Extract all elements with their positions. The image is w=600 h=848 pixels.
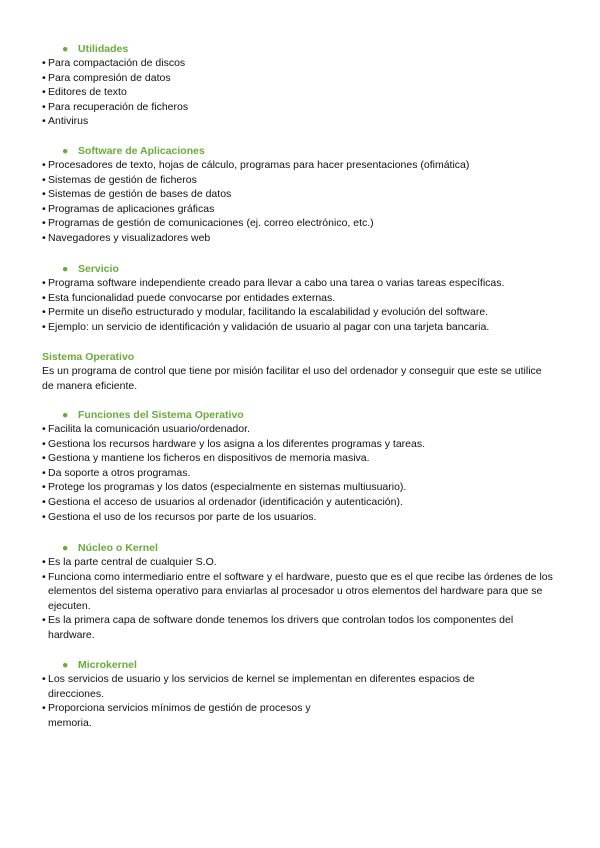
section-software-aplicaciones [42,144,562,246]
list-item: • Programas de gestión de comunicaciones (ej. correo electrónico, etc.) [42,216,562,231]
list-item: • Antivirus [42,114,562,129]
section-microkernel [42,658,507,730]
section-heading: ● Software de Aplicaciones [62,145,205,157]
section-funciones-so [42,408,562,524]
list-item: • Da soporte a otros programas. [42,466,562,481]
section-heading: Sistema Operativo [42,351,135,363]
list-item: • Editores de texto [42,85,562,100]
list-item: • Procesadores de texto, hojas de cálculo, programas para hacer presentaciones (ofimática) [42,158,562,173]
bullet-icon: ● [62,409,69,421]
list-item: • Facilita la comunicación usuario/ordenador. [42,422,562,437]
section-heading: ● Utilidades [62,43,129,55]
section-utilidades [42,42,562,129]
paragraph: Es un programa de control que tiene por misión facilitar el uso del ordenador y conseguir que este se utilice de manera eficiente. [42,365,542,392]
bullet-icon: ● [62,145,69,157]
list-item: • Funciona como intermediario entre el software y el hardware, puesto que es el que recibe las órdenes de los elementos del sistema operativo para enviarlas al procesador u otros elementos del hardware para que se ejecuten. [42,570,562,614]
section-heading: ● Microkernel [62,659,137,671]
list-item: • Gestiona el acceso de usuarios al ordenador (identificación y autenticación). [42,495,562,510]
bullet-icon: ● [62,43,69,55]
list-item: • Es la primera capa de software donde tenemos los drivers que controlan todos los componentes del hardware. [42,613,562,642]
section-sistema-operativo [42,350,547,393]
list-item: • Para compactación de discos [42,56,562,71]
section-heading: ● Núcleo o Kernel [62,542,158,554]
list-item: • Gestiona y mantiene los ficheros en dispositivos de memoria masiva. [42,451,562,466]
list-item: • Los servicios de usuario y los servicios de kernel se implementan en diferentes espacios de direcciones. [42,672,507,701]
list-item: • Es la parte central de cualquier S.O. [42,555,562,570]
section-servicio [42,262,562,334]
section-heading: ● Funciones del Sistema Operativo [62,409,244,421]
bullet-icon: ● [62,659,69,671]
list-item: • Sistemas de gestión de bases de datos [42,187,562,202]
list-item: • Gestiona el uso de los recursos por parte de los usuarios. [42,510,562,525]
list-item: • Permite un diseño estructurado y modular, facilitando la escalabilidad y evolución del software. [42,305,562,320]
list-item: • Para recuperación de ficheros [42,100,562,115]
list-item: • Para compresión de datos [42,71,562,86]
list-item: • Sistemas de gestión de ficheros [42,173,562,188]
list-item: • Proporciona servicios mínimos de gestión de procesos y memoria. [42,701,338,730]
list-item: • Navegadores y visualizadores web [42,231,562,246]
section-heading: ● Servicio [62,263,119,275]
list-item: • Protege los programas y los datos (especialmente en sistemas multiusuario). [42,480,562,495]
list-item: • Gestiona los recursos hardware y los asigna a los diferentes programas y tareas. [42,437,562,452]
bullet-icon: ● [62,542,69,554]
list-item: • Ejemplo: un servicio de identificación y validación de usuario al pagar con una tarjeta bancaria. [42,320,562,335]
list-item: • Programas de aplicaciones gráficas [42,202,562,217]
list-item: • Programa software independiente creado para llevar a cabo una tarea o varias tareas específicas. [42,276,562,291]
list-item: • Esta funcionalidad puede convocarse por entidades externas. [42,291,562,306]
bullet-icon: ● [62,263,69,275]
section-nucleo-kernel [42,541,562,643]
